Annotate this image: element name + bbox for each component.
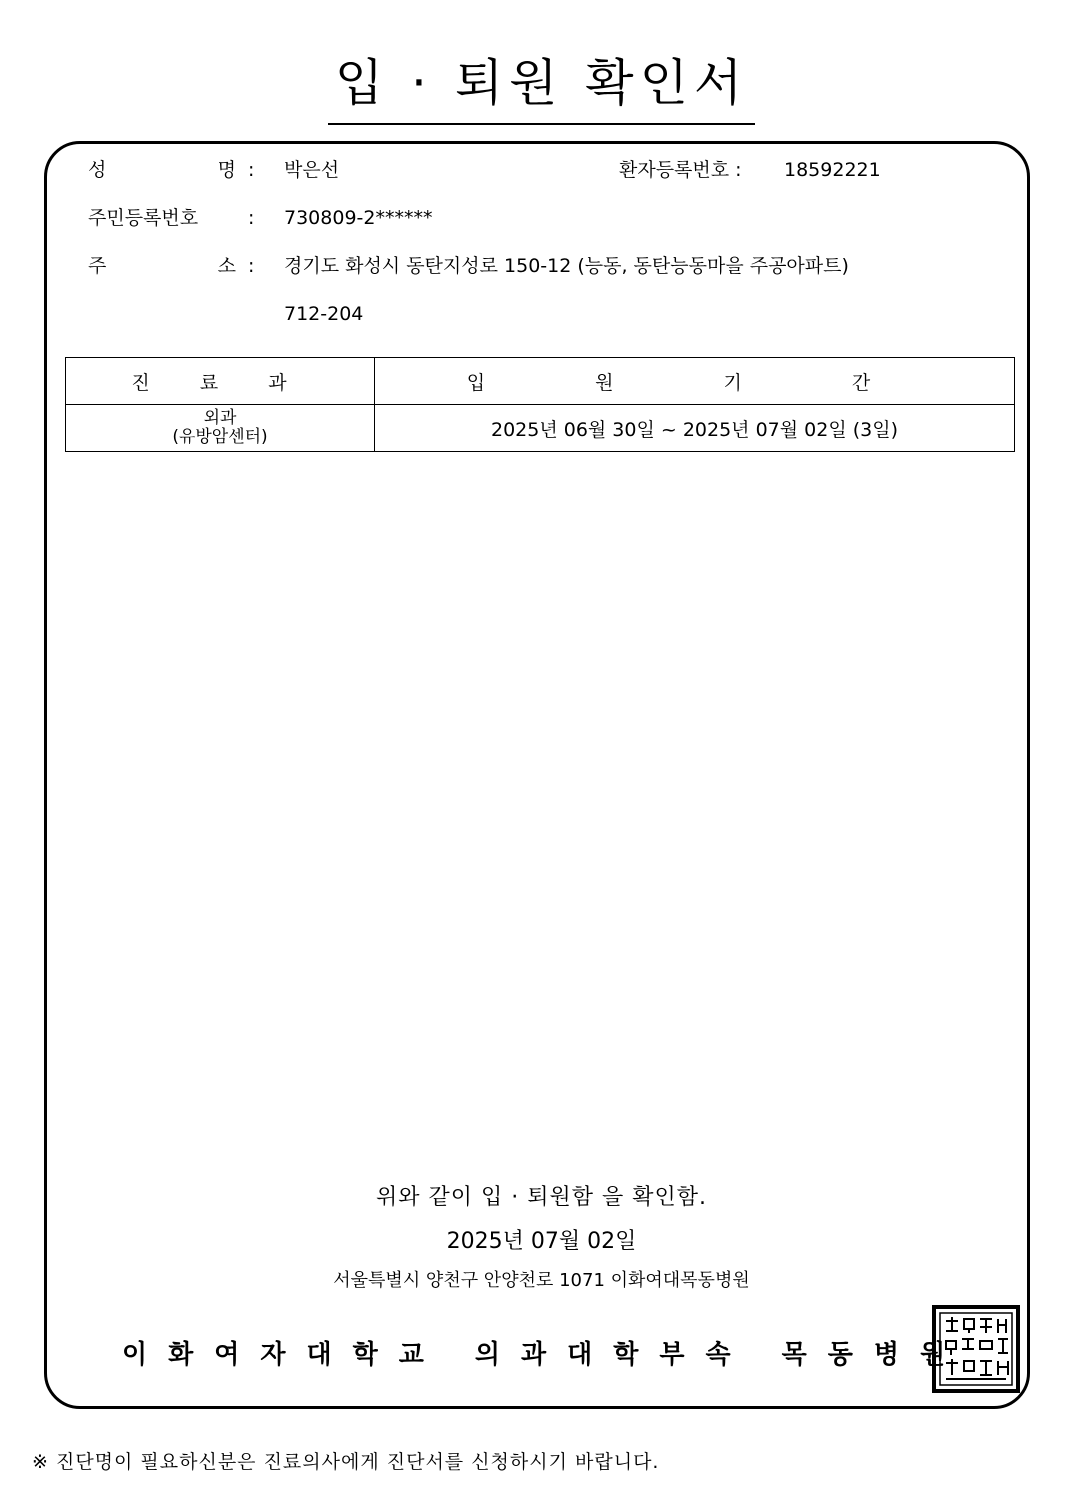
reg-no-value: 18592221 <box>784 159 881 181</box>
hospital-name: 이화여자대학교 의과대학부속 목동병원 <box>122 1340 967 1370</box>
header-department: 진 료 과 <box>66 358 375 405</box>
address-colon: : <box>248 255 255 277</box>
hospital-address: 서울특별시 양천구 안양천로 1071 이화여대목동병원 <box>333 1270 750 1291</box>
period-cell: 2025년 06월 30일 ~ 2025년 07월 02일 (3일) <box>375 405 1015 452</box>
address-row <box>88 252 254 280</box>
table-row <box>66 405 1015 452</box>
rrn-value: 730809-2****** <box>284 207 433 229</box>
header-period: 입 원 기 간 <box>375 358 1015 405</box>
document-frame <box>44 141 1030 1409</box>
admission-table <box>65 357 1015 452</box>
department-name: 외과 <box>203 408 237 428</box>
rrn-row <box>88 204 254 232</box>
table-header-row <box>66 358 1015 405</box>
address-line1: 경기도 화성시 동탄지성로 150-12 (능동, 동탄능동마을 주공아파트) <box>284 255 849 277</box>
patient-name: 박은선 <box>284 159 340 181</box>
name-colon: : <box>248 159 255 181</box>
address-label: 주 소 <box>88 255 236 277</box>
name-row <box>88 156 254 184</box>
reg-no-label: 환자등록번호 : <box>619 159 742 181</box>
name-label: 성 명 <box>88 159 236 181</box>
issue-date: 2025년 07월 02일 <box>446 1229 637 1254</box>
document-title: 입 · 퇴원 확인서 <box>334 54 749 112</box>
confirm-statement: 위와 같이 입 · 퇴원함 을 확인함. <box>376 1185 707 1210</box>
address-line2: 712-204 <box>284 303 364 325</box>
title-underline <box>328 123 755 125</box>
department-sub: (유방암센터) <box>172 427 268 447</box>
rrn-label: 주민등록번호 <box>88 207 199 229</box>
footnote: ※ 진단명이 필요하신분은 진료의사에게 진단서를 신청하시기 바랍니다. <box>32 1451 660 1473</box>
hospital-seal-icon <box>932 1305 1020 1393</box>
department-cell <box>66 405 375 452</box>
rrn-colon: : <box>248 207 255 229</box>
